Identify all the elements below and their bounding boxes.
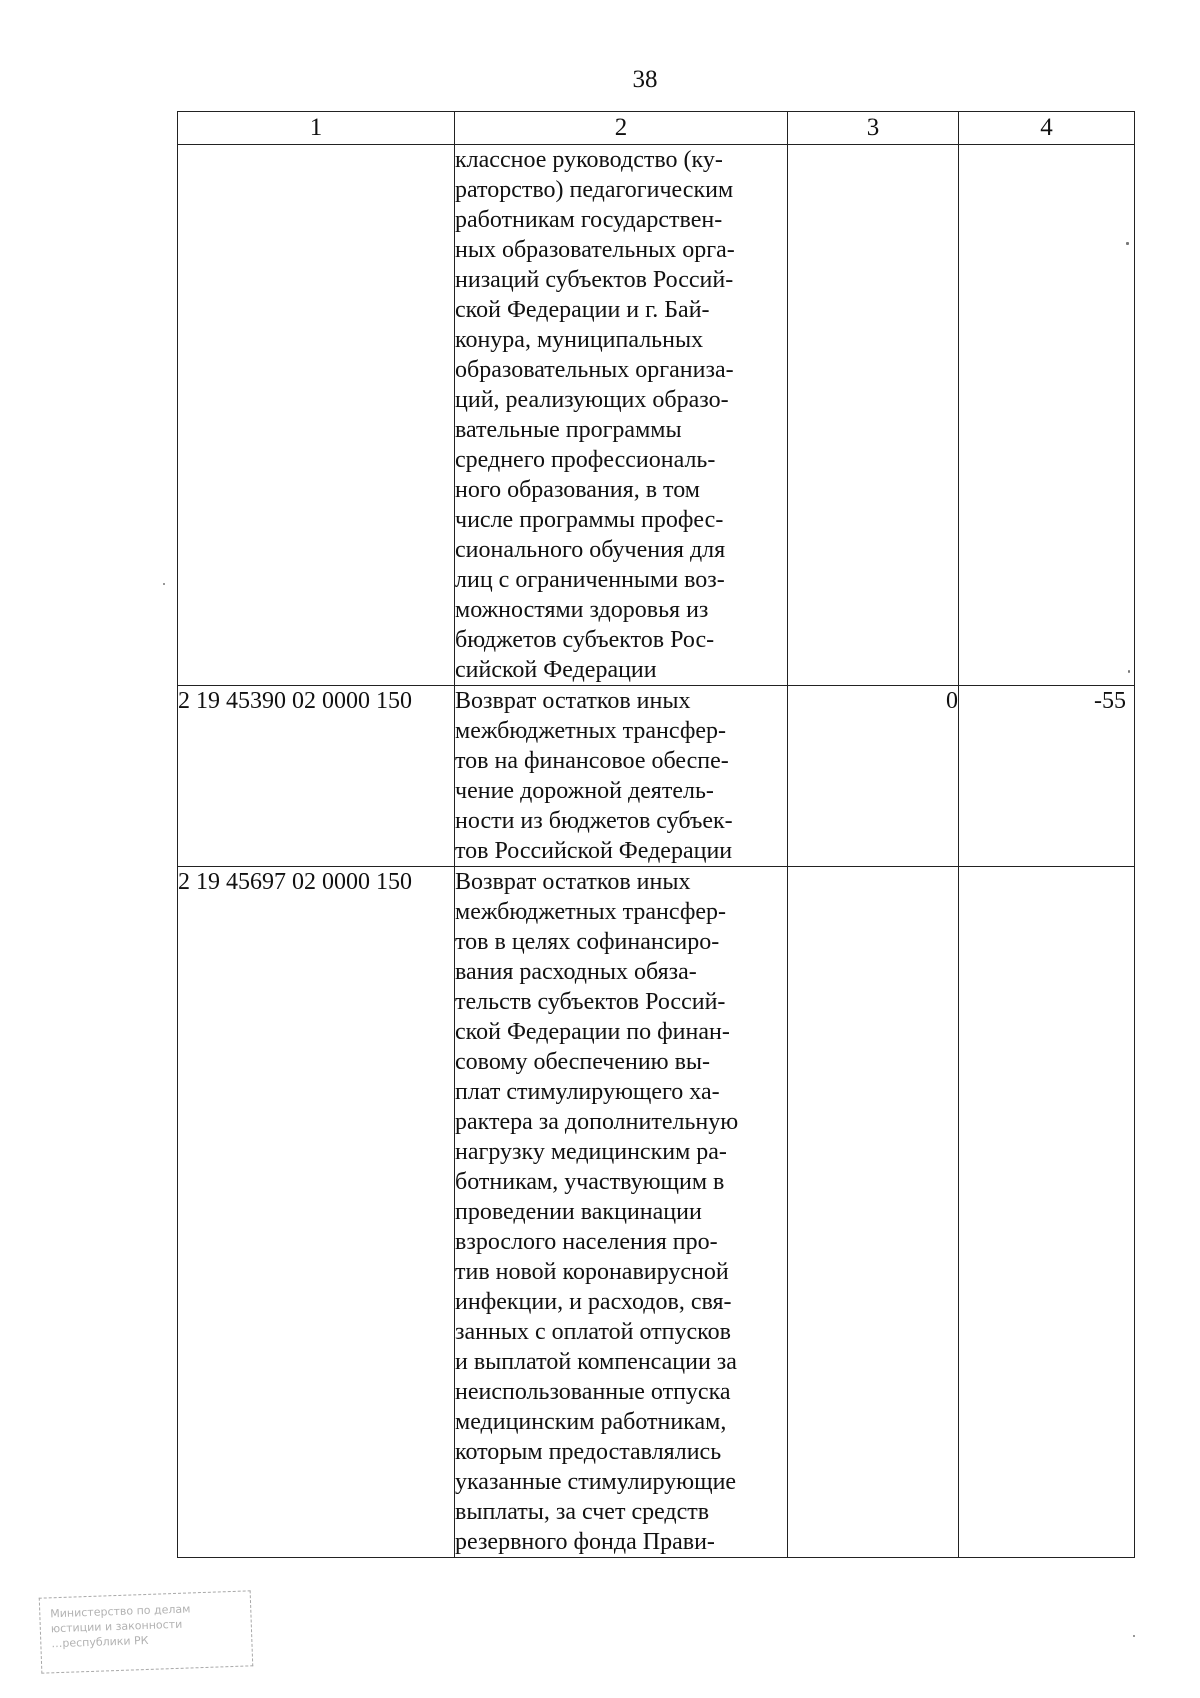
description-line: ской Федерации и г. Бай- [455, 297, 710, 323]
row-value-col3: 0 [788, 686, 959, 867]
description-line: раторство) педагогическим [455, 177, 734, 203]
column-header-3: 3 [788, 112, 959, 145]
description-line: взрослого населения про- [455, 1229, 718, 1255]
description-line: среднего профессиональ- [455, 447, 716, 473]
description-line: которым предоставлялись [455, 1439, 722, 1465]
description-line: Возврат остатков иных [455, 869, 691, 895]
description-line: работникам государствен- [455, 207, 723, 233]
budget-table [177, 111, 1135, 1558]
description-line: занных с оплатой отпусков [455, 1319, 731, 1345]
row-code: 2 19 45697 02 0000 150 [178, 867, 455, 1558]
description-line: межбюджетных трансфер- [455, 899, 727, 925]
description-line: числе программы профес- [455, 507, 724, 533]
description-line: инфекции, и расходов, свя- [455, 1289, 732, 1315]
table-row [178, 145, 1135, 686]
row-description [455, 145, 788, 686]
description-line: рактера за дополнительную [455, 1109, 739, 1135]
description-line: ного образования, в том [455, 477, 700, 503]
registration-stamp [39, 1590, 254, 1673]
description-line: ской Федерации по финан- [455, 1019, 730, 1045]
row-value-col3 [788, 145, 959, 686]
description-line: резервного фонда Прави- [455, 1529, 715, 1555]
stamp-line: Министерство по делам [50, 1602, 191, 1621]
description-line: вательные программы [455, 417, 682, 443]
description-line: тов в целях софинансиро- [455, 929, 720, 955]
description-line: классное руководство (ку- [455, 147, 723, 173]
row-code [178, 145, 455, 686]
scan-speck [1128, 670, 1130, 673]
description-line: указанные стимулирующие [455, 1469, 737, 1495]
description-line: конура, муниципальных [455, 327, 704, 353]
description-line: низаций субъектов Россий- [455, 267, 734, 293]
description-line: тов Российской Федерации [455, 838, 733, 864]
column-header-4: 4 [959, 112, 1135, 145]
row-description [455, 686, 788, 867]
description-line: нагрузку медицинским ра- [455, 1139, 727, 1165]
description-line: и выплатой компенсации за [455, 1349, 737, 1375]
stamp-line: …республики РК [51, 1633, 149, 1651]
row-value-col4 [959, 145, 1135, 686]
column-header-2: 2 [455, 112, 788, 145]
description-line: можностями здоровья из [455, 597, 709, 623]
description-line: ций, реализующих образо- [455, 387, 729, 413]
description-line: бюджетов субъектов Рос- [455, 627, 715, 653]
description-line: неиспользованные отпуска [455, 1379, 731, 1405]
page-number: 38 [632, 66, 658, 93]
description-line: плат стимулирующего ха- [455, 1079, 720, 1105]
description-line: ности из бюджетов субъек- [455, 808, 733, 834]
description-line: Возврат остатков иных [455, 688, 691, 714]
description-line: сийской Федерации [455, 657, 657, 683]
row-value-col4 [959, 867, 1135, 1558]
scan-speck [1133, 1635, 1135, 1637]
description-line: образовательных организа- [455, 357, 734, 383]
row-value-col3 [788, 867, 959, 1558]
row-code: 2 19 45390 02 0000 150 [178, 686, 455, 867]
scan-speck [163, 583, 165, 585]
description-line: лиц с ограниченными воз- [455, 567, 725, 593]
table-row [178, 686, 1135, 867]
description-line: тов на финансовое обеспе- [455, 748, 729, 774]
description-line: проведении вакцинации [455, 1199, 702, 1225]
description-line: медицинским работникам, [455, 1409, 727, 1435]
stamp-line: юстиции и законности [50, 1617, 183, 1636]
table-row [178, 867, 1135, 1558]
description-line: сионального обучения для [455, 537, 726, 563]
column-header-1: 1 [178, 112, 455, 145]
description-line: совому обеспечению вы- [455, 1049, 711, 1075]
row-description [455, 867, 788, 1558]
description-line: ных образовательных орга- [455, 237, 735, 263]
description-line: выплаты, за счет средств [455, 1499, 710, 1525]
row-value-col4: -55 [959, 686, 1135, 867]
description-line: межбюджетных трансфер- [455, 718, 727, 744]
description-line: тив новой коронавирусной [455, 1259, 729, 1285]
table-header [178, 112, 1135, 145]
scan-speck [1126, 242, 1129, 245]
description-line: тельств субъектов Россий- [455, 989, 726, 1015]
description-line: ботникам, участвующим в [455, 1169, 725, 1195]
description-line: вания расходных обяза- [455, 959, 697, 985]
description-line: чение дорожной деятель- [455, 778, 714, 804]
